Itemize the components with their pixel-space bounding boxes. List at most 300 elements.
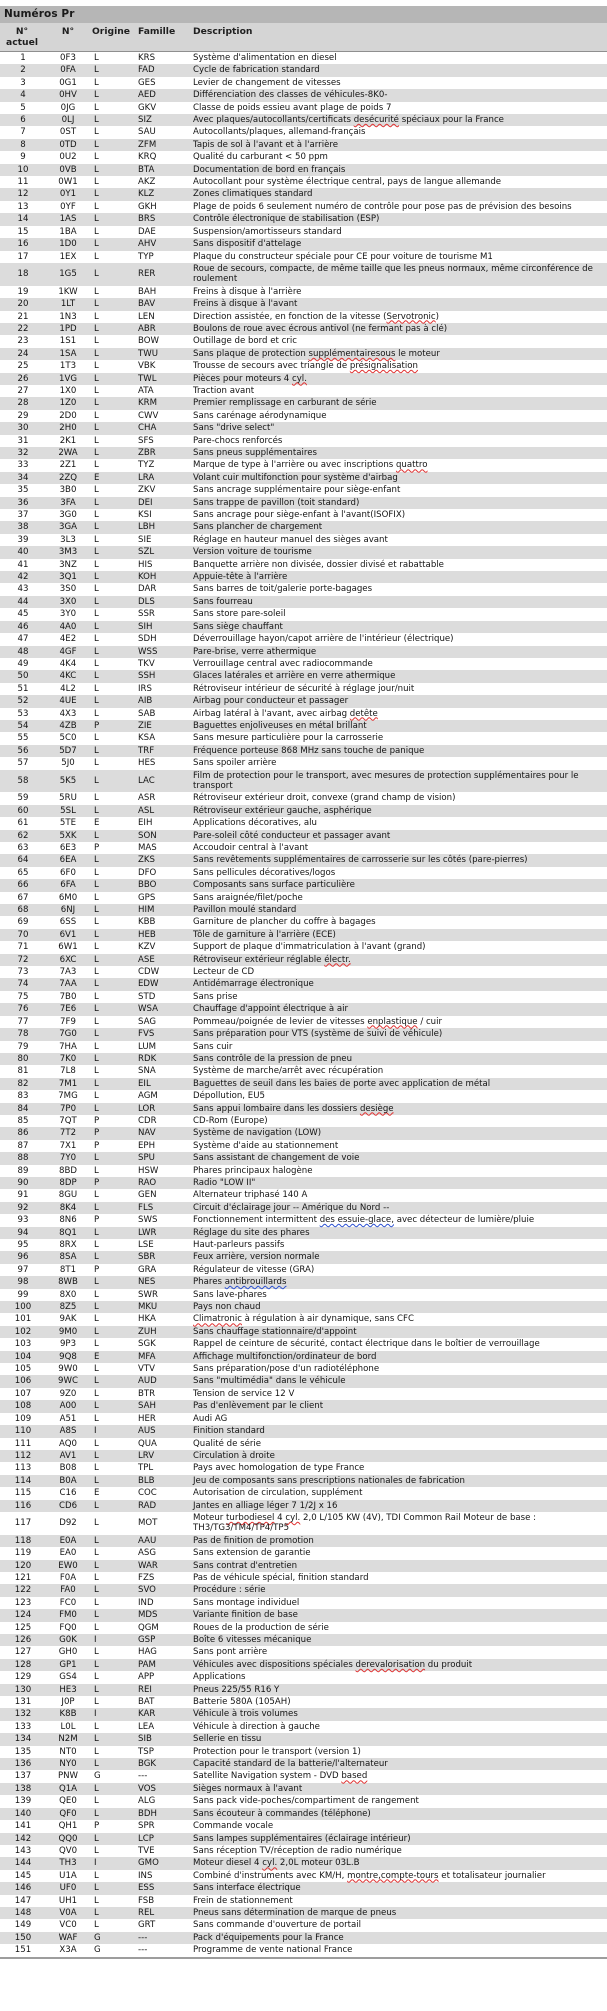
table-row: [0, 732, 607, 744]
cell-description: Pas d'enlèvement par le client: [189, 1400, 607, 1412]
cell-description: Classe de poids essieu avant plage de poids 7: [193, 102, 392, 113]
table-row: [0, 422, 607, 434]
cell-famille: CHA: [136, 422, 189, 434]
cell-description: Boulons de roue avec écrous antivol (ne fermant pas à clé): [189, 323, 607, 335]
cell-famille: DFO: [138, 867, 157, 878]
cell-numero: E0A: [46, 1535, 90, 1547]
table-row: [0, 1003, 607, 1015]
cell-numero-actuel: 91: [17, 1190, 29, 1201]
cell-origine: L: [90, 1684, 136, 1696]
cell-origine: L: [90, 571, 136, 583]
cell-numero-actuel: 106: [0, 1375, 46, 1387]
table-row: [0, 1696, 607, 1708]
cell-famille: KRM: [136, 397, 189, 409]
cell-numero-actuel: 60: [0, 805, 46, 817]
table-row: [0, 1189, 607, 1201]
cell-origine: G: [94, 1945, 101, 1956]
cell-famille: BLB: [136, 1475, 189, 1487]
cell-numero-actuel: 70: [0, 929, 46, 941]
cell-description: Baguettes enjoliveuses en métal brillant: [189, 720, 607, 732]
cell-numero: 5SL: [46, 805, 90, 817]
table-row: [0, 1090, 607, 1102]
cell-numero: GH0: [58, 1647, 78, 1658]
cell-numero-actuel: 71: [17, 942, 29, 953]
table-row: [0, 1214, 607, 1226]
cell-origine: L: [90, 1659, 136, 1671]
cell-numero-actuel: 31: [17, 435, 29, 446]
cell-description: Sans dispositif d'attelage: [189, 238, 607, 250]
cell-numero: GS4: [59, 1672, 77, 1683]
cell-famille: KBB: [138, 917, 156, 928]
cell-description: Moteur diesel 4 cyl. 2,0L moteur 03L.B: [189, 1857, 607, 1869]
cell-numero: CD6: [46, 1500, 90, 1512]
cell-numero-actuel: 36: [0, 497, 46, 509]
table-row: [0, 1450, 607, 1462]
cell-numero-actuel: 5: [20, 102, 26, 113]
table-row: [0, 1276, 607, 1288]
cell-numero-actuel: 32: [0, 447, 46, 459]
cell-origine: L: [94, 336, 99, 347]
cell-origine: L: [90, 621, 136, 633]
table-row: [0, 497, 607, 509]
cell-famille: REL: [136, 1907, 189, 1919]
cell-numero: UF0: [46, 1882, 90, 1894]
table-row: [0, 1584, 607, 1596]
cell-description: Sans mesure particulière pour la carrosserie: [193, 733, 384, 744]
cell-description: Système de navigation (LOW): [189, 1127, 607, 1139]
cell-description: Pneus sans détermination de marque de pneus: [189, 1907, 607, 1919]
cell-numero-actuel: 109: [14, 1413, 32, 1424]
cell-numero: 2D0: [59, 410, 77, 421]
cell-famille: TWL: [136, 373, 189, 385]
cell-numero-actuel: 16: [0, 238, 46, 250]
table-row: [0, 633, 607, 645]
cell-numero: 8DP: [46, 1177, 90, 1189]
cell-famille: WAR: [136, 1560, 189, 1572]
cell-numero: V0A: [46, 1907, 90, 1919]
cell-numero-actuel: 150: [0, 1932, 46, 1944]
cell-numero-actuel: 4: [0, 89, 46, 101]
cell-numero-actuel: 40: [0, 546, 46, 558]
table-row: [0, 596, 607, 608]
cell-description: Sans extension de garantie: [193, 1548, 311, 1559]
table-row: [0, 385, 607, 397]
cell-numero: WAF: [46, 1932, 90, 1944]
cell-numero: 4K4: [59, 658, 77, 669]
cell-numero-actuel: 20: [0, 298, 46, 310]
pr-numbers-table: [0, 23, 607, 1957]
cell-origine: L: [90, 1907, 136, 1919]
cell-origine: L: [90, 89, 136, 101]
cell-description: Pare-soleil côté conducteur et passager avant: [189, 830, 607, 842]
table-row: [0, 1870, 607, 1882]
table-row: [0, 311, 607, 323]
cell-numero: X3A: [59, 1945, 77, 1956]
cell-origine: L: [90, 1053, 136, 1065]
cell-numero: EA0: [59, 1548, 77, 1559]
table-row: [0, 1783, 607, 1795]
cell-numero-actuel: 130: [0, 1684, 46, 1696]
cell-numero: 4X3: [59, 708, 77, 719]
cell-numero: 7B0: [59, 991, 77, 1002]
table-row: [0, 805, 607, 817]
cell-origine: L: [90, 805, 136, 817]
cell-famille: LAC: [136, 770, 189, 793]
table-row: [0, 1659, 607, 1671]
cell-numero: 1G5: [46, 263, 90, 286]
cell-numero: J0P: [61, 1697, 75, 1708]
cell-famille: ZKS: [136, 854, 189, 866]
cell-famille: GKV: [138, 102, 157, 113]
cell-numero: 4A0: [46, 621, 90, 633]
cell-numero: U1A: [59, 1870, 77, 1881]
cell-numero: 6NJ: [46, 904, 90, 916]
cell-numero-actuel: 84: [0, 1103, 46, 1115]
cell-numero: 6F0: [60, 867, 76, 878]
column-header-description: Description: [189, 23, 607, 52]
column-header-numero-actuel-line1: N°: [15, 26, 29, 37]
cell-origine: L: [94, 1240, 99, 1250]
cell-numero: 0U2: [59, 152, 77, 163]
table-row: [0, 1671, 607, 1683]
cell-famille: BBO: [136, 879, 189, 891]
cell-numero: VC0: [59, 1920, 77, 1931]
cell-famille: BDH: [136, 1808, 189, 1820]
table-row: [0, 1535, 607, 1547]
cell-famille: LRV: [136, 1450, 189, 1462]
table-row: [0, 534, 607, 546]
cell-description: Autorisation de circulation, supplément: [193, 1488, 363, 1499]
table-row: [0, 608, 607, 620]
cell-famille: IND: [138, 1597, 154, 1608]
cell-numero-actuel: 57: [17, 758, 29, 769]
cell-famille: VBK: [138, 361, 156, 372]
table-row: [0, 879, 607, 891]
cell-description: Appuie-tête à l'arrière: [189, 571, 607, 583]
cell-numero: FC0: [59, 1597, 77, 1608]
cell-description: Différenciation des classes de véhicules-8K0-: [189, 89, 607, 101]
cell-numero-actuel: 119: [14, 1548, 32, 1559]
cell-description: Qualité de série: [193, 1438, 262, 1449]
cell-description: Boîte 6 vitesses mécanique: [189, 1634, 607, 1646]
cell-famille: SZL: [136, 546, 189, 558]
cell-numero: 7HA: [59, 1041, 77, 1052]
cell-origine: L: [94, 609, 99, 620]
cell-numero-actuel: 75: [17, 991, 29, 1002]
cell-numero-actuel: 112: [0, 1450, 46, 1462]
cell-origine: L: [94, 1388, 99, 1399]
cell-numero-actuel: 139: [14, 1796, 32, 1807]
cell-origine: P: [94, 1215, 100, 1226]
table-row: [0, 1820, 607, 1832]
cell-famille: SWR: [138, 1289, 158, 1300]
cell-famille: HIS: [138, 559, 153, 570]
cell-numero-actuel: 137: [14, 1771, 32, 1782]
cell-numero: 7M1: [46, 1078, 90, 1090]
cell-numero-actuel: 55: [17, 733, 29, 744]
table-row: [0, 1065, 607, 1077]
cell-numero-actuel: 47: [17, 634, 29, 645]
cell-description: Premier remplissage en carburant de série: [189, 397, 607, 409]
cell-famille: LOR: [136, 1103, 189, 1115]
cell-numero: 9P3: [59, 1339, 77, 1350]
cell-numero-actuel: 50: [0, 670, 46, 682]
cell-origine: L: [94, 967, 99, 978]
cell-numero: 9WC: [46, 1375, 90, 1387]
cell-origine: L: [94, 1697, 99, 1708]
table-row: [0, 373, 607, 385]
cell-origine: L: [94, 1647, 99, 1658]
cell-famille: SIE: [138, 534, 152, 545]
table-row: [0, 1572, 607, 1584]
cell-origine: L: [94, 1091, 99, 1102]
cell-numero-actuel: 87: [17, 1140, 29, 1151]
cell-numero: B0A: [46, 1475, 90, 1487]
cell-famille: ZKV: [138, 485, 156, 496]
table-row: [0, 830, 607, 842]
cell-numero: 5TE: [59, 818, 77, 829]
cell-famille: EDW: [136, 978, 189, 990]
cell-numero: 5K5: [46, 770, 90, 793]
cell-origine: L: [90, 546, 136, 558]
cell-numero-actuel: 48: [0, 646, 46, 658]
cell-description: Sans ancrage supplémentaire pour siège-enfant: [193, 485, 401, 496]
table-row: [0, 571, 607, 583]
cell-famille: ZUH: [136, 1326, 189, 1338]
cell-description: Sans cuir: [193, 1041, 233, 1052]
cell-numero: QH1: [58, 1821, 78, 1832]
cell-description: Radio "LOW II": [189, 1177, 607, 1189]
cell-numero-actuel: 118: [0, 1535, 46, 1547]
cell-origine: L: [94, 385, 99, 396]
cell-origine: L: [90, 1276, 136, 1288]
cell-description: Sans carénage aérodynamique: [193, 410, 327, 421]
cell-numero: 9M0: [46, 1326, 90, 1338]
cell-famille: ABR: [136, 323, 189, 335]
table-row: [0, 1708, 607, 1720]
cell-famille: GMO: [136, 1857, 189, 1869]
cell-origine: E: [90, 1351, 136, 1363]
cell-famille: HKA: [138, 1314, 156, 1325]
table-row: [0, 1115, 607, 1127]
cell-description: Sans lampes supplémentaires (éclairage intérieur): [189, 1833, 607, 1845]
table-row: [0, 1833, 607, 1845]
cell-numero-actuel: 126: [0, 1634, 46, 1646]
cell-numero-actuel: 111: [14, 1438, 32, 1449]
cell-origine: L: [90, 422, 136, 434]
cell-description: Marque de type à l'arrière ou avec inscriptions quattro: [193, 460, 428, 471]
cell-numero: 8SA: [46, 1251, 90, 1263]
cell-famille: CDW: [138, 967, 160, 978]
cell-famille: ---: [138, 1945, 148, 1956]
cell-famille: ---: [138, 1771, 148, 1782]
cell-famille: AIB: [136, 695, 189, 707]
table-row: [0, 484, 607, 496]
cell-description: Plage de poids 6 seulement numéro de contrôle pour pose pas de prévision des besoins: [193, 201, 572, 212]
cell-numero-actuel: 25: [17, 361, 29, 372]
cell-numero-actuel: 24: [0, 348, 46, 360]
cell-description: Freins à disque à l'arrière: [193, 286, 302, 297]
cell-numero: Q1A: [46, 1783, 90, 1795]
cell-famille: ASE: [136, 954, 189, 966]
table-row: [0, 916, 607, 928]
cell-origine: P: [90, 720, 136, 732]
cell-origine: L: [94, 102, 99, 113]
cell-numero: QF0: [46, 1808, 90, 1820]
cell-description: Haut-parleurs passifs: [193, 1240, 285, 1250]
table-row: [0, 459, 607, 471]
cell-famille: RDK: [136, 1053, 189, 1065]
cell-numero-actuel: 59: [17, 793, 29, 804]
cell-famille: ESS: [136, 1882, 189, 1894]
cell-description: Sans pont arrière: [193, 1647, 268, 1658]
cell-origine: P: [94, 1821, 100, 1832]
cell-numero: 1VG: [46, 373, 90, 385]
cell-origine: L: [90, 854, 136, 866]
cell-description: Sans préparation pour VTS (système de suivi de véhicule): [189, 1028, 607, 1040]
cell-numero: 7E6: [46, 1003, 90, 1015]
cell-numero-actuel: 1: [20, 53, 26, 63]
cell-famille: SIB: [136, 1733, 189, 1745]
cell-numero: 0W1: [58, 177, 78, 188]
cell-description: Cycle de fabrication standard: [189, 64, 607, 76]
table-row: [0, 1609, 607, 1621]
cell-origine: L: [94, 226, 99, 237]
cell-origine: P: [94, 843, 100, 853]
cell-origine: L: [90, 397, 136, 409]
cell-origine: L: [90, 1326, 136, 1338]
cell-famille: EIH: [138, 818, 153, 829]
cell-numero: 3Y0: [59, 609, 77, 620]
cell-origine: L: [94, 1796, 99, 1807]
cell-numero: 1X0: [59, 385, 77, 396]
cell-famille: AHV: [136, 238, 189, 250]
cell-famille: ZBR: [136, 447, 189, 459]
cell-numero-actuel: 53: [17, 708, 29, 719]
cell-description: Sans chauffage stationnaire/d'appoint: [189, 1326, 607, 1338]
cell-origine: L: [90, 1560, 136, 1572]
cell-description: Sans pack vide-poches/compartiment de rangement: [193, 1796, 419, 1807]
cell-numero-actuel: 67: [17, 892, 29, 903]
table-row: [0, 892, 607, 904]
cell-numero: 2H0: [46, 422, 90, 434]
table-row: [0, 1944, 607, 1956]
cell-numero: 3S0: [59, 584, 77, 595]
cell-description: Système de marche/arrêt avec récupération: [193, 1066, 384, 1077]
cell-numero: 5RU: [59, 793, 77, 804]
cell-numero: N2M: [46, 1733, 90, 1745]
cell-numero-actuel: 145: [14, 1870, 32, 1881]
cell-numero: 3Q1: [46, 571, 90, 583]
cell-famille: SSR: [138, 609, 155, 620]
cell-famille: AAU: [136, 1535, 189, 1547]
cell-numero: EW0: [46, 1560, 90, 1572]
cell-description: Volant cuir multifonction pour système d'airbag: [189, 472, 607, 484]
cell-numero: 6SS: [59, 917, 77, 928]
cell-description: Phares antibrouillards: [189, 1276, 607, 1288]
cell-description: Autocollants/plaques, allemand-français: [193, 127, 366, 138]
table-row: [0, 176, 607, 188]
cell-famille: FZS: [138, 1572, 155, 1583]
cell-origine: L: [94, 311, 99, 322]
cell-famille: REI: [136, 1684, 189, 1696]
cell-numero: 0F3: [60, 53, 76, 63]
cell-famille: SAU: [138, 127, 156, 138]
table-header: [0, 23, 607, 52]
cell-numero: 1D0: [46, 238, 90, 250]
cell-numero: 9AK: [59, 1314, 77, 1325]
cell-description: Procédure : série: [189, 1584, 607, 1596]
cell-famille: KSI: [138, 510, 152, 521]
table-row: [0, 139, 607, 151]
cell-famille: DAR: [138, 584, 157, 595]
cell-origine: L: [94, 435, 99, 446]
cell-famille: EPH: [138, 1140, 156, 1151]
cell-numero-actuel: 17: [17, 251, 29, 262]
cell-numero-actuel: 58: [0, 770, 46, 793]
cell-description: Pavillon moulé standard: [189, 904, 607, 916]
cell-numero: NT0: [59, 1746, 77, 1757]
cell-origine: L: [94, 683, 99, 694]
cell-famille: SSH: [136, 670, 189, 682]
cell-description: Outillage de bord et cric: [193, 336, 297, 347]
cell-origine: P: [94, 1140, 100, 1151]
cell-origine: L: [94, 892, 99, 903]
cell-numero-actuel: 74: [0, 978, 46, 990]
cell-description: Film de protection pour le transport, avec mesures de protection supplémentaires pour le transport: [189, 770, 607, 793]
cell-numero: 8BD: [59, 1165, 77, 1176]
table-row: [0, 1597, 607, 1609]
cell-description: Circuit d'éclairage jour -- Amérique du Nord --: [189, 1202, 607, 1214]
cell-origine: L: [94, 1413, 99, 1424]
cell-numero-actuel: 121: [14, 1572, 32, 1583]
cell-numero-actuel: 72: [0, 954, 46, 966]
cell-famille: EIL: [136, 1078, 189, 1090]
cell-numero-actuel: 6: [0, 114, 46, 126]
cell-numero-actuel: 100: [0, 1301, 46, 1313]
cell-famille: GPS: [138, 892, 156, 903]
cell-numero: FQ0: [59, 1622, 77, 1633]
table-row: [0, 1770, 607, 1782]
cell-numero-actuel: 78: [0, 1028, 46, 1040]
cell-origine: L: [94, 77, 99, 88]
cell-famille: SIH: [136, 621, 189, 633]
table-row: [0, 1313, 607, 1325]
cell-description: Circulation à droite: [189, 1450, 607, 1462]
cell-origine: L: [90, 670, 136, 682]
cell-description: Sans préparation/pose d'un radiotéléphone: [193, 1364, 380, 1375]
cell-numero-actuel: 124: [0, 1609, 46, 1621]
table-row: [0, 817, 607, 829]
cell-numero-actuel: 77: [17, 1016, 29, 1027]
cell-description: Sans ancrage pour siège-enfant à l'avant(ISOFIX): [193, 510, 406, 521]
table-row: [0, 904, 607, 916]
cell-famille: TVE: [138, 1845, 155, 1856]
cell-description: Verrouillage central avec radiocommande: [193, 658, 373, 669]
cell-numero: 1KW: [58, 286, 78, 297]
table-row: [0, 1882, 607, 1894]
cell-numero-actuel: 103: [14, 1339, 32, 1350]
cell-numero-actuel: 86: [0, 1127, 46, 1139]
cell-famille: QUA: [138, 1438, 157, 1449]
cell-description: Feux arrière, version normale: [189, 1251, 607, 1263]
table-row: [0, 1733, 607, 1745]
cell-numero-actuel: 41: [17, 559, 29, 570]
cell-numero-actuel: 45: [17, 609, 29, 620]
cell-origine: L: [94, 1672, 99, 1683]
cell-numero: 8Z5: [46, 1301, 90, 1313]
cell-description: Qualité du carburant < 50 ppm: [193, 152, 328, 163]
